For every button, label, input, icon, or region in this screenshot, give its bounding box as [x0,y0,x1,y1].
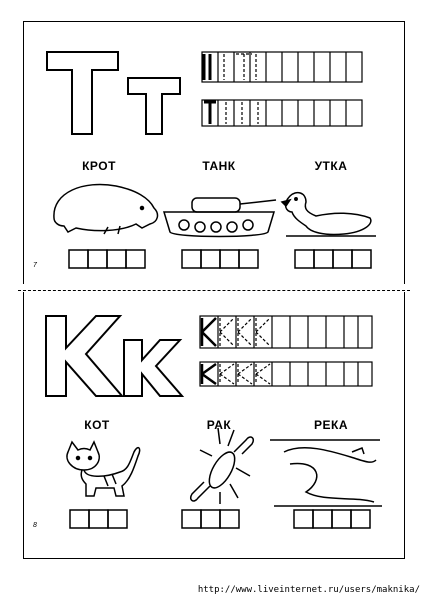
duck-icon [282,193,376,236]
letter-t-worksheet [23,21,405,284]
answer-cells-t [69,250,371,268]
mole-icon [54,184,158,234]
word-tank: ТАНК [202,159,236,173]
tank-icon [164,198,276,237]
word-rak: РАК [206,418,232,432]
letter-t-outline-graphic [24,22,404,284]
tracing-row-t-2 [202,100,362,126]
page-number: 7 [33,262,37,269]
page-number: 8 [33,522,37,529]
tracing-row-k-1 [200,316,372,348]
river-icon [270,440,382,506]
word-utka: УТКА [314,159,348,173]
tracing-row-t-1 [202,52,362,82]
word-kot: КОТ [84,418,110,432]
word-reka: РЕКА [314,418,348,432]
answer-cells-k [70,510,370,528]
tracing-row-k-2 [200,362,372,386]
source-url: http://www.liveinternet.ru/users/maknika/ [197,585,420,595]
word-krot: КРОТ [82,159,116,173]
crayfish-icon [191,428,254,504]
letter-k-worksheet [23,292,405,559]
cat-icon [67,442,140,496]
cut-line-divider [18,290,410,291]
